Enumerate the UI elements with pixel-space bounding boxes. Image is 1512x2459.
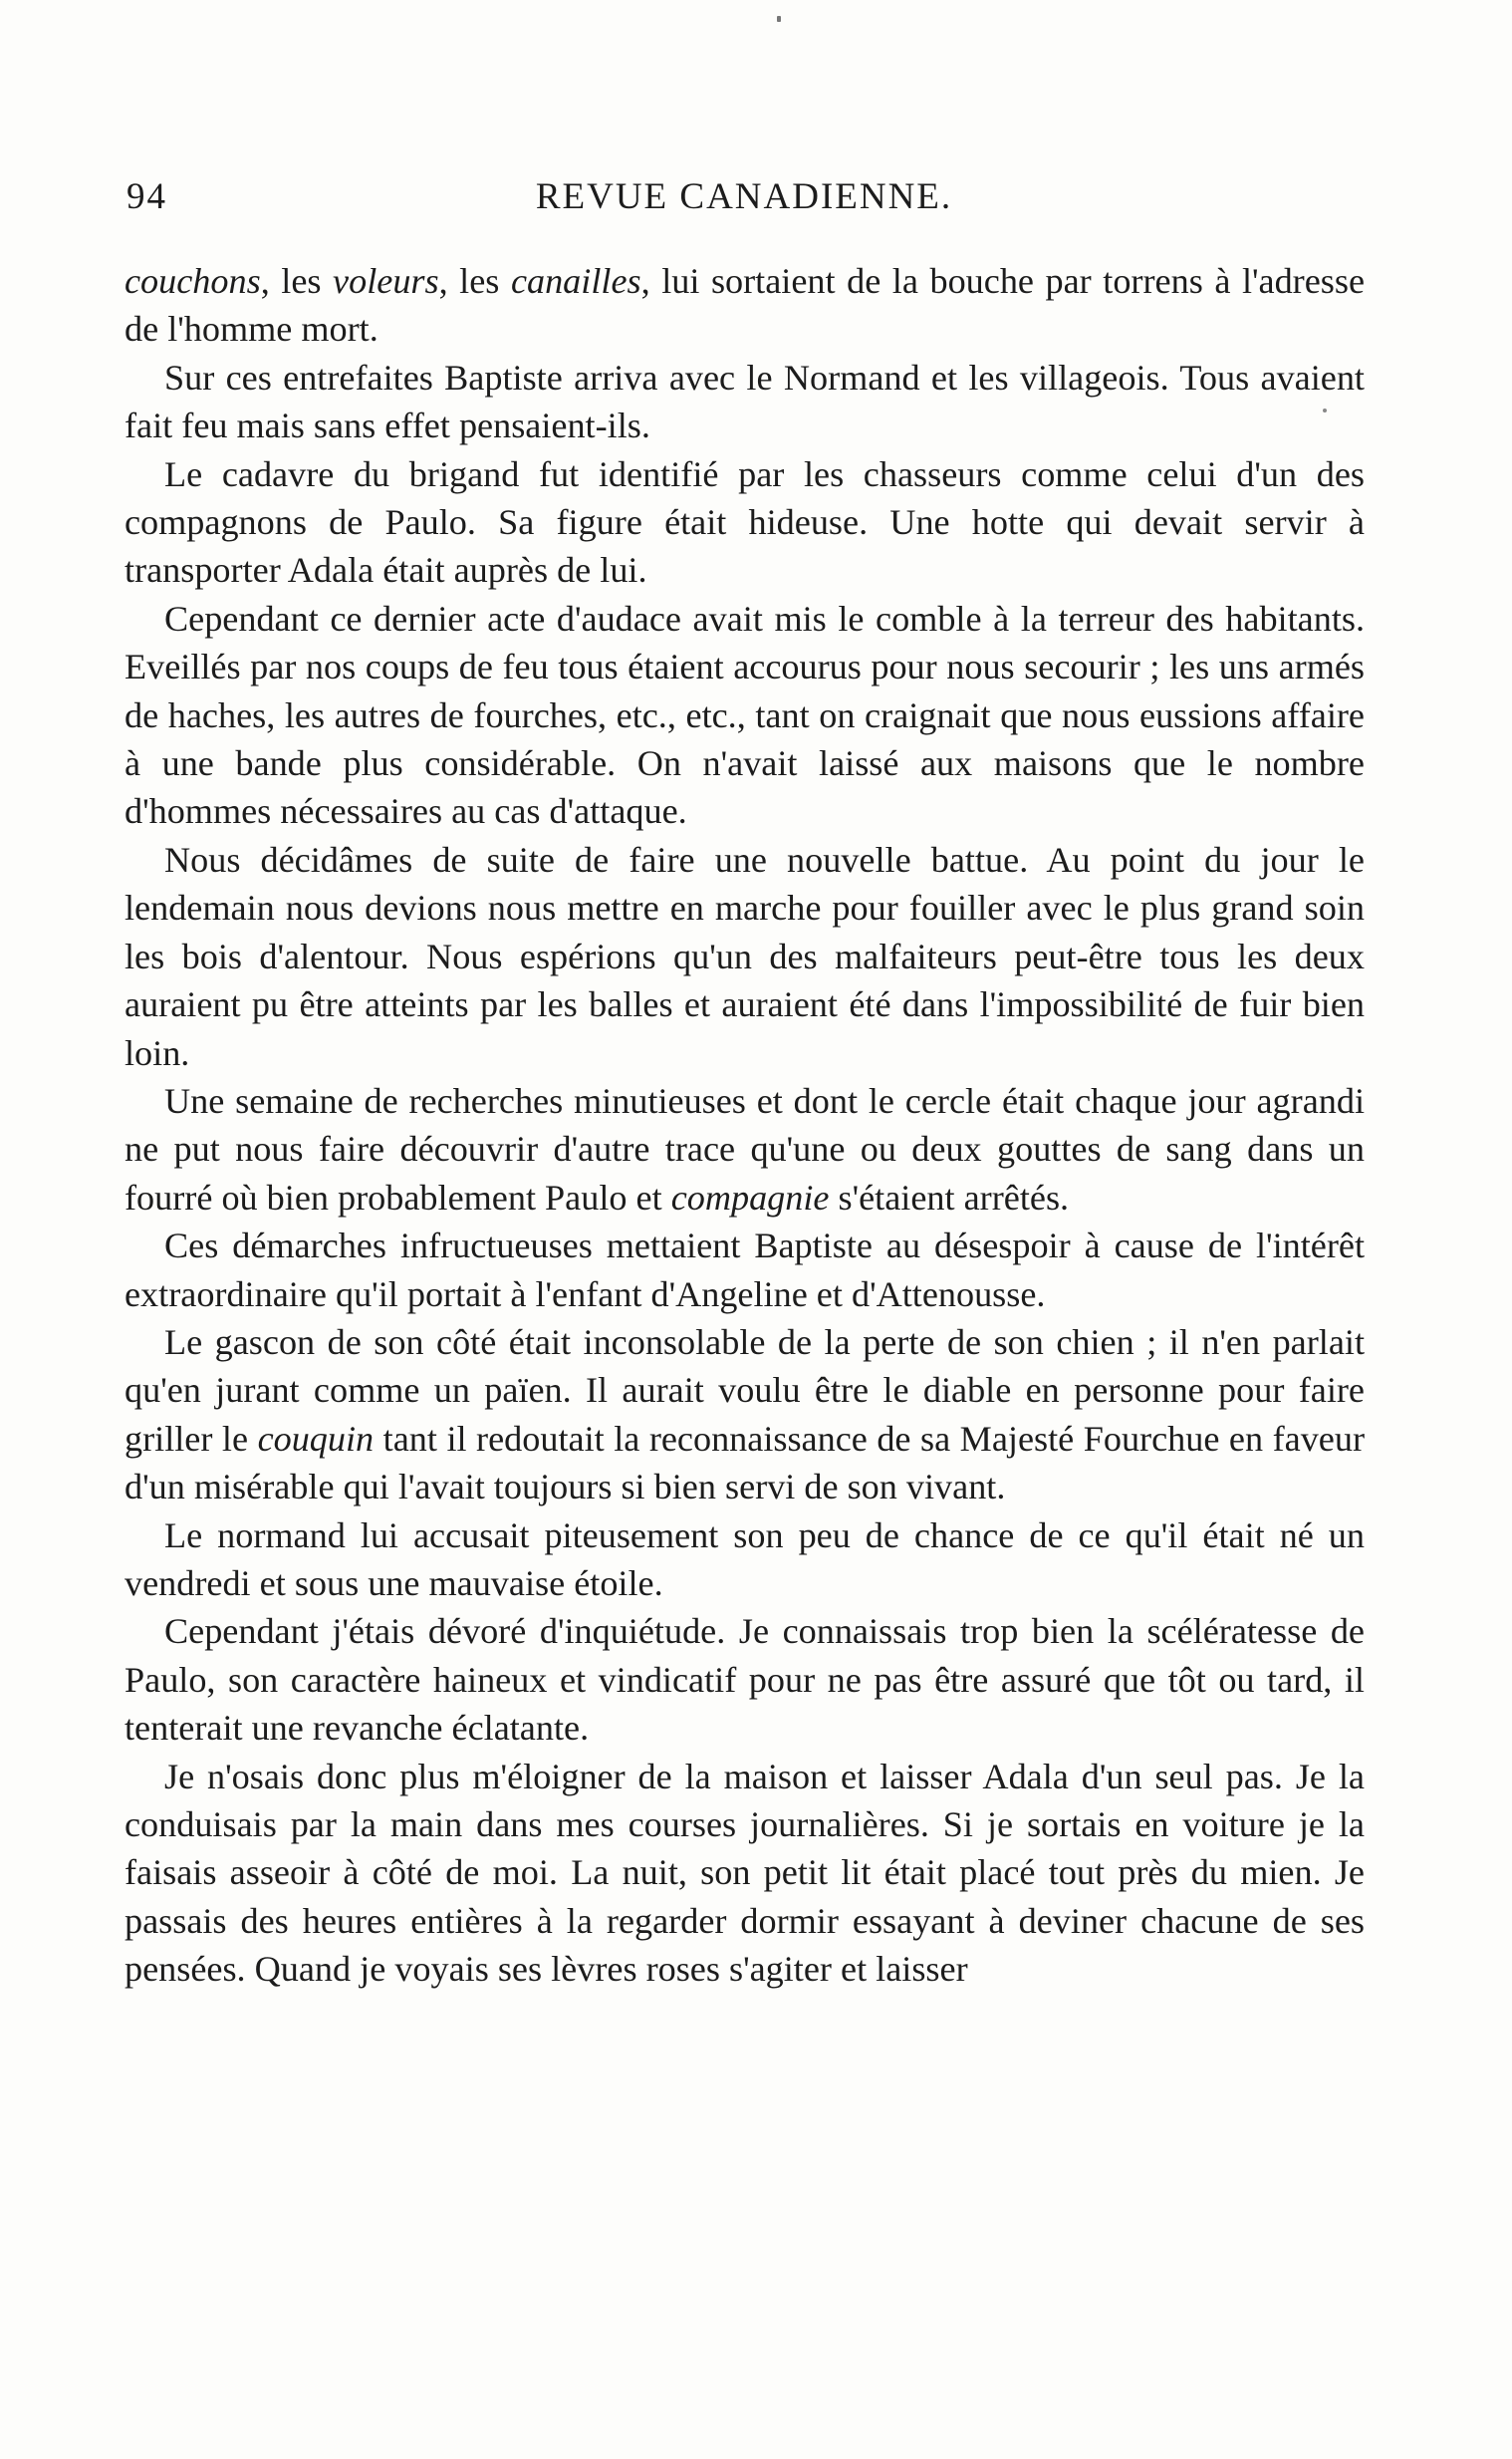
paragraph — [125, 257, 1365, 354]
italic-text: couquin — [257, 1418, 375, 1459]
paragraph — [125, 354, 1365, 450]
text-run: , les — [260, 261, 334, 301]
text-run: Le gascon de son côté était inconsolable de la perte de son chien ; il n'en parlait qu'en jurant comme un païen. Il aurait voulu être le diable en personne pour faire griller le — [125, 1321, 1365, 1459]
paragraph — [125, 450, 1365, 595]
text-run: Le cadavre du brigand fut identifié par les chasseurs comme celui d'un des compagnons de Paulo. Sa figure était hideuse. Une hotte qui devait servir à transporter Adala était auprès de lui. — [125, 453, 1365, 591]
text-run: s'étaient arrêtés. — [829, 1177, 1070, 1218]
paragraph — [125, 1511, 1365, 1608]
paragraph — [125, 1077, 1365, 1222]
text-run: Nous décidâmes de suite de faire une nouvelle battue. Au point du jour le lendemain nous devions nous mettre en marche pour fouiller avec le plus grand soin les bois d'alentour. Nous espérions qu'un des malfaiteurs peut-être tous les deux auraient pu être atteints par les balles et auraient été dans l'impossibilité de fuir bien loin. — [125, 839, 1365, 1073]
paragraph — [125, 1318, 1365, 1511]
text-run: Le normand lui accusait piteusement son peu de chance de ce qu'il était né un vendredi et sous une mauvaise étoile. — [125, 1514, 1365, 1603]
italic-text: compagnie — [670, 1177, 830, 1218]
running-head: REVUE CANADIENNE. — [535, 176, 953, 217]
paragraph — [125, 836, 1365, 1077]
italic-text: couchons — [125, 261, 261, 301]
text-run: Sur ces entrefaites Baptiste arriva avec le Normand et les villageois. Tous avaient fait feu mais sans effet pensaient-ils. — [125, 357, 1365, 446]
ink-speck — [777, 16, 781, 22]
text-run: Je n'osais donc plus m'éloigner de la maison et laisser Adala d'un seul pas. Je la conduisais par la main dans mes courses journalières. Si je sortais en voiture je la faisais asseoir à côté de moi. La nuit, son petit lit était placé tout près du mien. Je passais des heures entières à la regarder dormir essayant à deviner chacune de ses pensées. Quand je voyais ses lèvres roses s'agiter et laisser — [125, 1756, 1365, 1990]
paragraph — [125, 1607, 1365, 1752]
paragraph — [125, 1222, 1365, 1318]
text-run: Une semaine de recherches minutieuses et dont le cercle était chaque jour agrandi ne put nous faire découvrir d'autre trace qu'une ou deux gouttes de sang dans un fourré où bien probablement Paulo et — [125, 1080, 1365, 1218]
paragraph — [125, 1753, 1365, 1994]
italic-text: voleurs — [333, 261, 439, 301]
text-run: Ces démarches infructueuses mettaient Baptiste au désespoir à cause de l'intérêt extraordinaire qu'il portait à l'enfant d'Angeline et d'Attenousse. — [125, 1226, 1365, 1314]
page-number: 94 — [126, 176, 167, 217]
text-run: Cependant ce dernier acte d'audace avait mis le comble à la terreur des habitants. Eveillés par nos coups de feu tous étaient accourus pour nous secourir ; les uns armés de haches, les autres de fourches, etc., etc., tant on craignait que nous eussions affaire à une bande plus considérable. On n'avait laissé aux maisons que le nombre d'hommes nécessaires au cas d'attaque. — [125, 598, 1365, 832]
text-run: , les — [438, 261, 511, 301]
page-header — [126, 175, 1362, 235]
body-text — [125, 257, 1365, 1994]
paragraph — [125, 595, 1365, 836]
text-run: tant il redoutait la reconnaissance de sa Majesté Fourchue en faveur d'un misérable qui l'avait toujours si bien servi de son vivant. — [125, 1418, 1365, 1507]
text-run: Cependant j'étais dévoré d'inquiétude. Je connaissais trop bien la scélératesse de Paulo, son caractère haineux et vindicatif pour ne pas être assuré que tôt ou tard, il tenterait une revanche éclatante. — [125, 1611, 1365, 1749]
italic-text: canailles — [510, 261, 641, 301]
text-run: , lui sortaient de la bouche par torrens à l'adresse de l'homme mort. — [125, 261, 1366, 350]
